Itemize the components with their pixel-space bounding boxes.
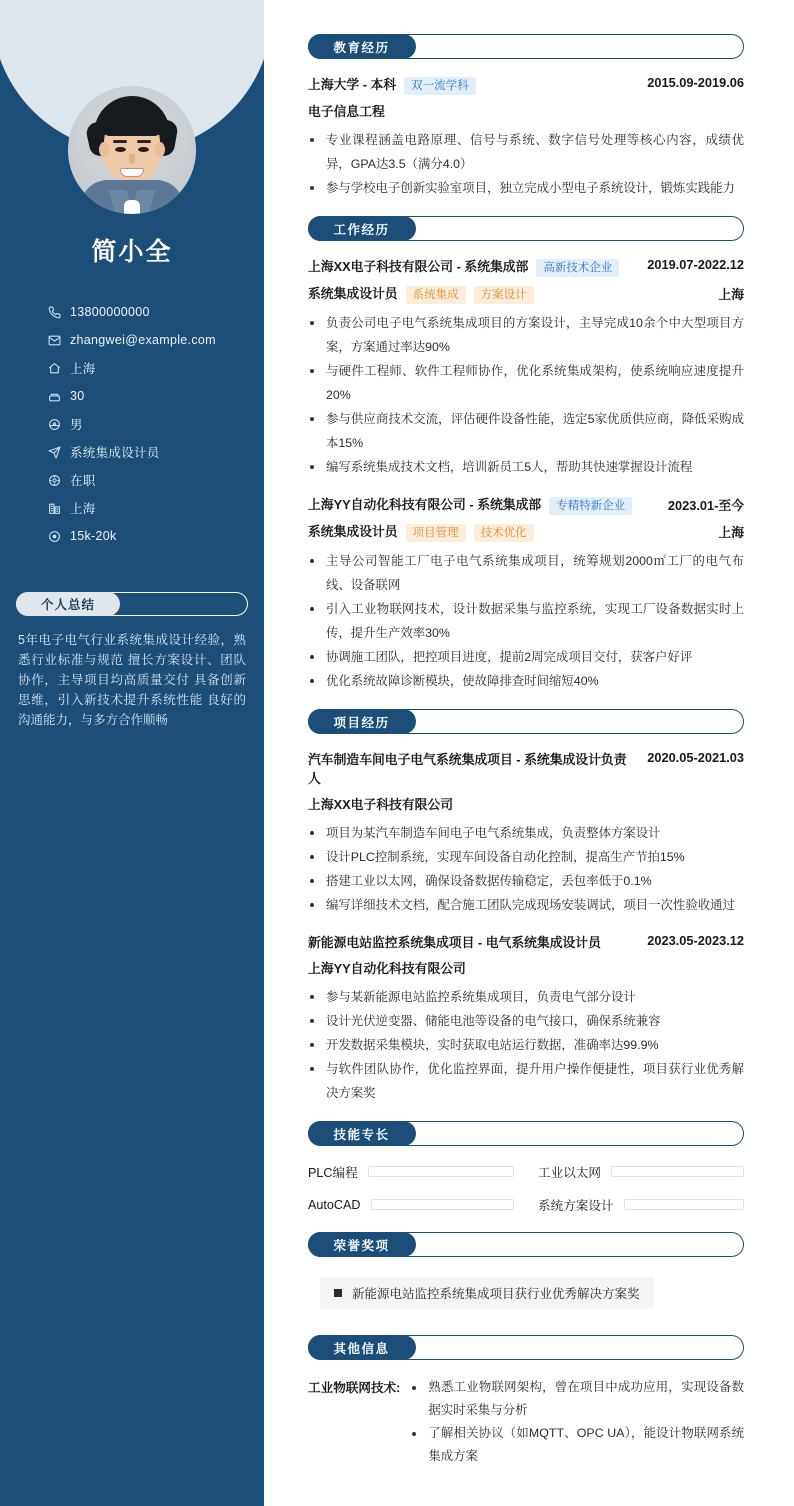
status-badge: 专精特新企业 (549, 497, 632, 515)
section-header-honors (308, 1232, 744, 1257)
entry-bullet-list (308, 128, 744, 200)
list-item: 搭建工业以太网，确保设备数据传输稳定，丢包率低于0.1% (308, 869, 744, 893)
entry-header-row (308, 75, 744, 95)
list-item: 引入工业物联网技术，设计数据采集与监控系统，实现工厂设备数据实时上传，提升生产效率30% (308, 597, 744, 645)
list-item: 协调施工团队，把控项目进度，提前2周完成项目交付，获客户好评 (308, 645, 744, 669)
contact-item-gender (48, 410, 264, 438)
entry-header-row (308, 933, 744, 952)
entry-date: 2023.05-2023.12 (647, 933, 744, 948)
list-item: 编写系统集成技术文档，培训新员工5人，帮助其快速掌握设计流程 (308, 455, 744, 479)
entry-role: 系统集成设计员 (308, 524, 398, 539)
entry-bullet-list (308, 311, 744, 479)
contact-item-position (48, 438, 264, 466)
contact-value: 15k-20k (70, 529, 117, 543)
contact-value: 在职 (70, 474, 96, 488)
section-title: 项目经历 (308, 709, 416, 734)
honor-text: 新能源电站监控系统集成项目获行业优秀解决方案奖 (352, 1287, 640, 1301)
profile-name: 简小全 (91, 238, 173, 266)
honor-item (320, 1277, 654, 1309)
list-item: 设计光伏逆变器、储能电池等设备的电气接口，确保系统兼容 (308, 1009, 744, 1033)
skill-badge: 项目管理 (406, 524, 466, 542)
section-header-work (308, 216, 744, 241)
section-other-info (308, 1335, 744, 1468)
skill-progress-bar (624, 1199, 744, 1210)
entry-date: 2015.09-2019.06 (647, 75, 744, 90)
sidebar-section-title: 个人总结 (16, 592, 120, 616)
mail-icon (48, 334, 70, 347)
skill-progress-bar (611, 1166, 744, 1177)
list-item: 负责公司电子电气系统集成项目的方案设计，主导完成10余个中大型项目方案，方案通过率达90% (308, 311, 744, 359)
entry-location: 上海 (718, 287, 744, 302)
skill-badge: 系统集成 (406, 286, 466, 304)
sidebar (0, 0, 264, 1506)
list-item: 参与某新能源电站监控系统集成项目，负责电气部分设计 (308, 985, 744, 1009)
square-bullet-icon (334, 1289, 342, 1297)
section-header-projects (308, 709, 744, 734)
list-item: 参与学校电子创新实验室项目，独立完成小型电子系统设计，锻炼实践能力 (308, 176, 744, 200)
list-item: 开发数据采集模块，实时获取电站运行数据，准确率达99.9% (308, 1033, 744, 1057)
other-info-label: 工业物联网技术: (308, 1381, 401, 1395)
skill-label: PLC编程 (308, 1166, 358, 1180)
entry-title: 上海YY自动化科技有限公司 - 系统集成部 (308, 497, 542, 512)
main-content (264, 0, 794, 1506)
contact-value: 上海 (70, 362, 96, 376)
list-item: 与硬件工程师、软件工程师协作，优化系统集成架构，使系统响应速度提升20% (308, 359, 744, 407)
entry-title: 上海大学 - 本科 (308, 77, 397, 92)
skill-row (538, 1162, 744, 1181)
contact-value: 男 (70, 418, 83, 432)
other-info-bullets (410, 1376, 744, 1468)
entry-header-left (308, 933, 635, 952)
sidebar-section-header-summary (16, 592, 248, 616)
list-item: 项目为某汽车制造车间电子电气系统集成，负责整体方案设计 (308, 821, 744, 845)
entry-title: 上海XX电子科技有限公司 - 系统集成部 (308, 259, 529, 274)
entry-role: 系统集成设计员 (308, 286, 398, 301)
list-item: 编写详细技术文档，配合施工团队完成现场安装调试，项目一次性验收通过 (308, 893, 744, 917)
contact-value: 13800000000 (70, 305, 150, 319)
skill-label: 系统方案设计 (538, 1199, 614, 1213)
skill-grid (308, 1162, 744, 1214)
skill-progress-bar (371, 1199, 515, 1210)
section-title: 技能专长 (308, 1121, 416, 1146)
phone-icon (48, 306, 70, 319)
section-title: 工作经历 (308, 216, 416, 241)
work-entry (308, 495, 744, 693)
entry-header-row (308, 495, 744, 515)
contact-item-phone (48, 298, 264, 326)
list-item: 熟悉工业物联网架构，曾在项目中成功应用，实现设备数据实时采集与分析 (410, 1376, 744, 1422)
entry-date: 2020.05-2021.03 (647, 750, 744, 765)
skill-badge: 技术优化 (474, 524, 534, 542)
cake-icon (48, 390, 70, 403)
salary-icon (48, 530, 70, 543)
contact-value: 上海 (70, 502, 96, 516)
entry-subtitle-row (308, 795, 744, 814)
entry-title: 新能源电站监控系统集成项目 - 电气系统集成设计员 (308, 935, 601, 950)
section-projects (308, 709, 744, 1105)
section-title: 其他信息 (308, 1335, 416, 1360)
skill-row (308, 1162, 514, 1181)
skill-label: 工业以太网 (538, 1166, 601, 1180)
skill-row (538, 1195, 744, 1214)
section-header-education (308, 34, 744, 59)
entry-subtitle-row (308, 102, 744, 121)
skill-label: AutoCAD (308, 1197, 361, 1212)
entry-subtitle: 上海XX电子科技有限公司 (308, 797, 454, 812)
skill-row (308, 1195, 514, 1214)
entry-subtitle: 电子信息工程 (308, 104, 385, 119)
entry-date: 2023.01-至今 (667, 498, 744, 513)
skill-badge: 方案设计 (474, 286, 534, 304)
project-entry (308, 750, 744, 917)
home-icon (48, 362, 70, 375)
education-entry (308, 75, 744, 200)
entry-header-left (308, 495, 656, 515)
contact-list (0, 298, 264, 550)
contact-value: 系统集成设计员 (70, 446, 160, 460)
section-header-other (308, 1335, 744, 1360)
entry-subtitle-left (308, 102, 744, 121)
list-item: 参与供应商技术交流，评估硬件设备性能，选定5家优质供应商，降低采购成本15% (308, 407, 744, 455)
list-item: 设计PLC控制系统，实现车间设备自动化控制，提高生产节拍15% (308, 845, 744, 869)
contact-item-job-status (48, 466, 264, 494)
list-item: 优化系统故障诊断模块，使故障排查时间缩短40% (308, 669, 744, 693)
entry-location: 上海 (718, 525, 744, 540)
entry-title: 汽车制造车间电子电气系统集成项目 - 系统集成设计负责人 (308, 752, 627, 786)
entry-bullet-list (308, 985, 744, 1105)
skill-progress-bar (368, 1166, 514, 1177)
entry-role-left (308, 522, 706, 542)
entry-subtitle-left (308, 959, 744, 978)
section-honors (308, 1232, 744, 1327)
contact-item-age (48, 382, 264, 410)
status-badge: 双一流学科 (404, 77, 476, 95)
entry-role-left (308, 284, 706, 304)
avatar-photo (68, 86, 196, 214)
contact-item-salary (48, 522, 264, 550)
avatar (68, 86, 196, 214)
section-skills (308, 1121, 744, 1214)
contact-value: zhangwei@example.com (70, 333, 216, 347)
entry-header-left (308, 257, 635, 277)
section-education (308, 34, 744, 200)
contact-value: 30 (70, 389, 85, 403)
entry-bullet-list (308, 821, 744, 917)
entry-bullet-list (308, 549, 744, 693)
list-item: 了解相关协议（如MQTT、OPC UA），能设计物联网系统集成方案 (410, 1422, 744, 1468)
list-item: 与软件团队协作，优化监控界面，提升用户操作便捷性，项目获行业优秀解决方案奖 (308, 1057, 744, 1105)
city-icon (48, 502, 70, 515)
entry-header-left (308, 75, 635, 95)
section-work-experience (308, 216, 744, 693)
work-entry (308, 257, 744, 479)
other-info-group (308, 1376, 744, 1468)
contact-item-work-city (48, 494, 264, 522)
entry-header-left (308, 750, 635, 788)
entry-role-row (308, 284, 744, 304)
list-item: 主导公司智能工厂电子电气系统集成项目，统筹规划2000㎡工厂的电气布线、设备联网 (308, 549, 744, 597)
gender-icon (48, 418, 70, 431)
section-title: 荣誉奖项 (308, 1232, 416, 1257)
status-badge: 高新技术企业 (536, 259, 619, 277)
contact-item-email (48, 326, 264, 354)
section-title: 教育经历 (308, 34, 416, 59)
entry-role-row (308, 522, 744, 542)
status-icon (48, 474, 70, 487)
summary-text: 5年电子电气行业系统集成设计经验，熟悉行业标准与规范 擅长方案设计、团队协作，主导项目均高质量交付 具备创新思维，引入新技术提升系统性能 良好的沟通能力，与多方合作顺畅 (18, 633, 246, 727)
entry-subtitle: 上海YY自动化科技有限公司 (308, 961, 466, 976)
send-icon (48, 446, 70, 459)
project-entry (308, 933, 744, 1105)
list-item: 专业课程涵盖电路原理、信号与系统、数字信号处理等核心内容，成绩优异，GPA达3.5（满分4.0） (308, 128, 744, 176)
entry-header-row (308, 257, 744, 277)
entry-subtitle-row (308, 959, 744, 978)
entry-header-row (308, 750, 744, 788)
section-header-skills (308, 1121, 744, 1146)
entry-date: 2019.07-2022.12 (647, 257, 744, 272)
contact-item-hometown (48, 354, 264, 382)
entry-subtitle-left (308, 795, 744, 814)
